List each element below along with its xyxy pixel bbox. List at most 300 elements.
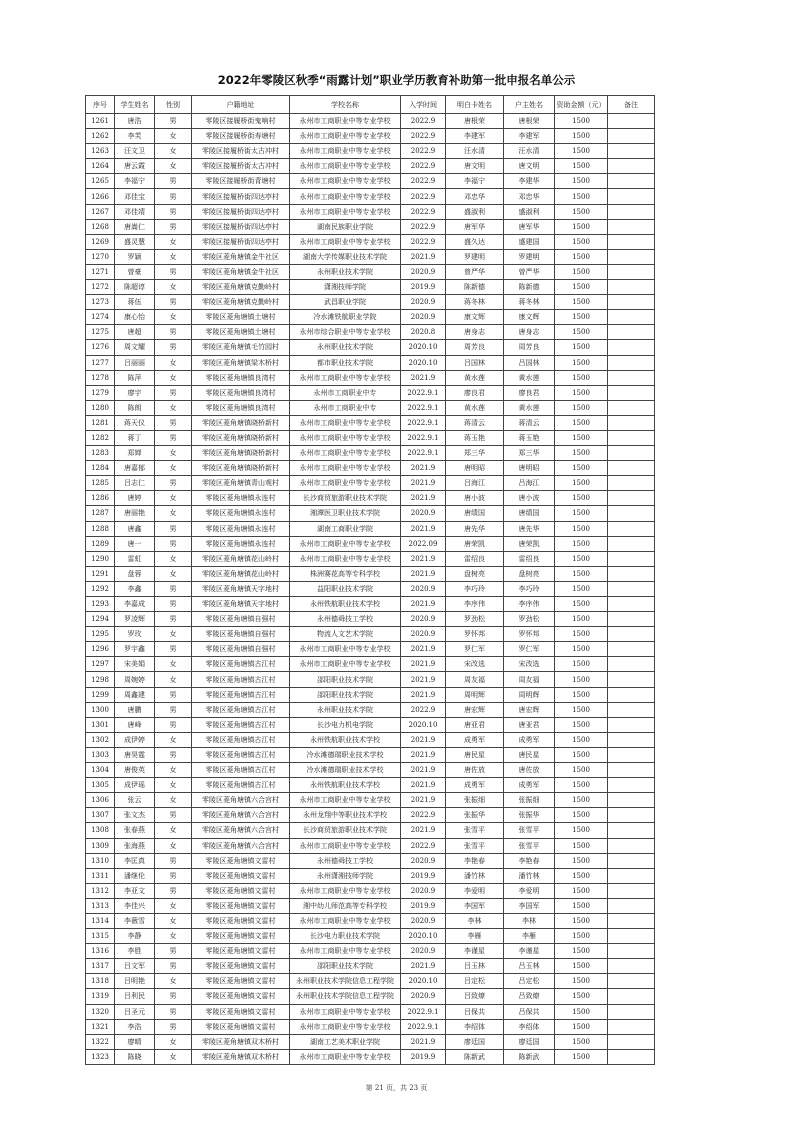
cell-enroll-date: 2020.10 — [401, 974, 446, 989]
cell-remark — [608, 234, 655, 249]
table-row — [86, 400, 655, 415]
cell-amount: 1500 — [555, 1049, 608, 1064]
cell-card-name: 唐明昭 — [446, 461, 504, 476]
cell-student-name: 李胜 — [115, 944, 155, 959]
cell-gender: 男 — [155, 174, 192, 189]
cell-card-name: 唐小波 — [446, 491, 504, 506]
cell-school: 湖南民族职业学院 — [290, 219, 401, 234]
cell-school: 永州市工商职业中等专业学校 — [290, 415, 401, 430]
cell-card-name: 李谨星 — [446, 944, 504, 959]
table-row — [86, 415, 655, 430]
cell-amount: 1500 — [555, 778, 608, 793]
cell-remark — [608, 1019, 655, 1034]
cell-card-name: 周芳良 — [446, 340, 504, 355]
cell-remark — [608, 597, 655, 612]
cell-amount: 1500 — [555, 174, 608, 189]
cell-householder: 曾严华 — [504, 264, 555, 279]
table-row — [86, 521, 655, 536]
cell-amount: 1500 — [555, 974, 608, 989]
cell-amount: 1500 — [555, 929, 608, 944]
cell-seq: 1270 — [86, 249, 115, 264]
cell-seq: 1265 — [86, 174, 115, 189]
cell-seq: 1275 — [86, 325, 115, 340]
cell-enroll-date: 2022.9.1 — [401, 430, 446, 445]
cell-gender: 男 — [155, 1019, 192, 1034]
cell-address: 零陵区接履桥街四达亭村 — [192, 219, 290, 234]
table-row — [86, 551, 655, 566]
cell-address: 零陵区菱角塘镇晓桥新村 — [192, 446, 290, 461]
cell-address: 零陵区菱角塘镇良湾村 — [192, 370, 290, 385]
table-row — [86, 612, 655, 627]
cell-school: 永州市综合职业中等专业学校 — [290, 325, 401, 340]
cell-amount: 1500 — [555, 506, 608, 521]
cell-enroll-date: 2022.9.1 — [401, 446, 446, 461]
cell-remark — [608, 491, 655, 506]
table-row — [86, 204, 655, 219]
cell-amount: 1500 — [555, 672, 608, 687]
cell-seq: 1315 — [86, 929, 115, 944]
cell-school: 永州职业技术学院信息工程学院 — [290, 974, 401, 989]
cell-address: 零陵区菱角塘镇古江村 — [192, 672, 290, 687]
cell-enroll-date: 2020.9 — [401, 581, 446, 596]
table-row — [86, 913, 655, 928]
cell-address: 零陵区菱角塘镇永连村 — [192, 506, 290, 521]
cell-card-name: 曾严华 — [446, 264, 504, 279]
cell-enroll-date: 2022.9.1 — [401, 1004, 446, 1019]
cell-student-name: 吕丽丽 — [115, 355, 155, 370]
cell-remark — [608, 506, 655, 521]
cell-seq: 1319 — [86, 989, 115, 1004]
table-row — [86, 974, 655, 989]
cell-amount: 1500 — [555, 883, 608, 898]
cell-remark — [608, 763, 655, 778]
table-row — [86, 446, 655, 461]
cell-enroll-date: 2020.9 — [401, 853, 446, 868]
cell-school: 永州市工商职业中等专业学校 — [290, 1019, 401, 1034]
table-row — [86, 476, 655, 491]
cell-seq: 1297 — [86, 657, 115, 672]
table-row — [86, 808, 655, 823]
cell-gender: 女 — [155, 159, 192, 174]
cell-school: 永州职业技术学院信息工程学院 — [290, 989, 401, 1004]
cell-address: 零陵区菱角塘镇文雷村 — [192, 883, 290, 898]
cell-seq: 1286 — [86, 491, 115, 506]
cell-gender: 男 — [155, 868, 192, 883]
cell-gender: 女 — [155, 1034, 192, 1049]
cell-gender: 女 — [155, 461, 192, 476]
cell-student-name: 唐超 — [115, 325, 155, 340]
cell-school: 永州市工商职业中等专业学校 — [290, 204, 401, 219]
cell-remark — [608, 1004, 655, 1019]
cell-student-name: 陈超谆 — [115, 280, 155, 295]
table-row — [86, 717, 655, 732]
cell-school: 永州市工商职业中等专业学校 — [290, 446, 401, 461]
cell-enroll-date: 2021.9 — [401, 747, 446, 762]
cell-gender: 女 — [155, 310, 192, 325]
cell-enroll-date: 2021.9 — [401, 491, 446, 506]
cell-student-name: 罗玫 — [115, 627, 155, 642]
cell-seq: 1307 — [86, 808, 115, 823]
table-row — [86, 566, 655, 581]
cell-householder: 李巧玲 — [504, 581, 555, 596]
table-row — [86, 491, 655, 506]
cell-student-name: 康心怡 — [115, 310, 155, 325]
cell-amount: 1500 — [555, 747, 608, 762]
cell-student-name: 罗颖 — [115, 249, 155, 264]
cell-student-name: 宋美娟 — [115, 657, 155, 672]
cell-address: 零陵区菱角塘镇古江村 — [192, 732, 290, 747]
cell-student-name: 周婉婷 — [115, 672, 155, 687]
cell-student-name: 李佳兴 — [115, 898, 155, 913]
cell-card-name: 唐宏辉 — [446, 702, 504, 717]
cell-enroll-date: 2022.9 — [401, 234, 446, 249]
table-row — [86, 898, 655, 913]
cell-remark — [608, 883, 655, 898]
cell-amount: 1500 — [555, 1004, 608, 1019]
cell-amount: 1500 — [555, 989, 608, 1004]
cell-amount: 1500 — [555, 491, 608, 506]
cell-school: 永州市工商职业中等专业学校 — [290, 144, 401, 159]
cell-enroll-date: 2022.9 — [401, 189, 446, 204]
cell-student-name: 蒋丁 — [115, 430, 155, 445]
cell-gender: 男 — [155, 717, 192, 732]
cell-address: 零陵区菱角塘镇克勤岭村 — [192, 295, 290, 310]
cell-school: 永州市工商职业中等专业学校 — [290, 1049, 401, 1064]
cell-remark — [608, 144, 655, 159]
cell-enroll-date: 2021.9 — [401, 521, 446, 536]
cell-address: 零陵区菱角塘镇自强村 — [192, 627, 290, 642]
cell-amount: 1500 — [555, 808, 608, 823]
cell-enroll-date: 2020.9 — [401, 310, 446, 325]
cell-address: 零陵区菱角塘镇永连村 — [192, 491, 290, 506]
cell-gender: 男 — [155, 1004, 192, 1019]
cell-gender: 女 — [155, 551, 192, 566]
cell-gender: 男 — [155, 264, 192, 279]
cell-enroll-date: 2020.9 — [401, 989, 446, 1004]
cell-seq: 1311 — [86, 868, 115, 883]
cell-seq: 1293 — [86, 597, 115, 612]
cell-school: 永州职业技术学院 — [290, 340, 401, 355]
cell-remark — [608, 415, 655, 430]
cell-address: 零陵区菱角塘镇土塘村 — [192, 325, 290, 340]
cell-gender: 女 — [155, 974, 192, 989]
cell-student-name: 蒋天仪 — [115, 415, 155, 430]
cell-householder: 唐根荣 — [504, 114, 555, 129]
cell-enroll-date: 2022.9.1 — [401, 400, 446, 415]
cell-address: 零陵区菱角塘镇文雷村 — [192, 959, 290, 974]
cell-school: 永州职业技术学院 — [290, 702, 401, 717]
cell-card-name: 李巧玲 — [446, 581, 504, 596]
cell-seq: 1296 — [86, 642, 115, 657]
cell-seq: 1282 — [86, 430, 115, 445]
cell-address: 零陵区菱角塘镇古江村 — [192, 763, 290, 778]
cell-gender: 男 — [155, 959, 192, 974]
cell-remark — [608, 929, 655, 944]
cell-gender: 男 — [155, 189, 192, 204]
cell-school: 永州市工商职业中等专业学校 — [290, 430, 401, 445]
cell-remark — [608, 355, 655, 370]
cell-student-name: 吕圣元 — [115, 1004, 155, 1019]
cell-remark — [608, 853, 655, 868]
cell-student-name: 曾豪 — [115, 264, 155, 279]
table-row — [86, 702, 655, 717]
cell-amount: 1500 — [555, 793, 608, 808]
table-row — [86, 461, 655, 476]
cell-enroll-date: 2020.9 — [401, 612, 446, 627]
cell-remark — [608, 868, 655, 883]
cell-address: 零陵区菱角塘镇古江村 — [192, 747, 290, 762]
cell-address: 零陵区菱角塘镇文雷村 — [192, 989, 290, 1004]
cell-card-name: 唐文明 — [446, 159, 504, 174]
cell-seq: 1287 — [86, 506, 115, 521]
cell-student-name: 罗凌辉 — [115, 612, 155, 627]
cell-student-name: 唐浩 — [115, 114, 155, 129]
cell-card-name: 李福宁 — [446, 174, 504, 189]
table-row — [86, 1019, 655, 1034]
cell-school: 永州铁航职业技术学校 — [290, 778, 401, 793]
cell-school: 永州市工商职业中等专业学校 — [290, 1004, 401, 1019]
cell-student-name: 唐丽艳 — [115, 506, 155, 521]
cell-address: 零陵区菱角塘镇金牛社区 — [192, 264, 290, 279]
cell-student-name: 罗宇鑫 — [115, 642, 155, 657]
cell-remark — [608, 204, 655, 219]
cell-student-name: 李匡真 — [115, 853, 155, 868]
cell-enroll-date: 2021.9 — [401, 823, 446, 838]
cell-card-name: 罗怀邦 — [446, 627, 504, 642]
cell-seq: 1262 — [86, 129, 115, 144]
table-row — [86, 114, 655, 129]
cell-address: 零陵区菱角塘镇文雷村 — [192, 913, 290, 928]
cell-amount: 1500 — [555, 1034, 608, 1049]
cell-card-name: 唐荣凯 — [446, 536, 504, 551]
table-row — [86, 838, 655, 853]
cell-amount: 1500 — [555, 898, 608, 913]
cell-seq: 1283 — [86, 446, 115, 461]
cell-householder: 盘树亮 — [504, 566, 555, 581]
cell-remark — [608, 898, 655, 913]
cell-householder: 李建华 — [504, 174, 555, 189]
cell-school: 永州市工商职业中专 — [290, 400, 401, 415]
cell-householder: 黄水莲 — [504, 400, 555, 415]
cell-seq: 1284 — [86, 461, 115, 476]
cell-householder: 唐佐放 — [504, 763, 555, 778]
cell-card-name: 宋改选 — [446, 657, 504, 672]
cell-seq: 1310 — [86, 853, 115, 868]
cell-householder: 李雁 — [504, 929, 555, 944]
cell-amount: 1500 — [555, 853, 608, 868]
cell-remark — [608, 521, 655, 536]
cell-card-name: 吕保共 — [446, 1004, 504, 1019]
cell-householder: 吕致燎 — [504, 989, 555, 1004]
table-row — [86, 597, 655, 612]
cell-enroll-date: 2020.9 — [401, 883, 446, 898]
cell-seq: 1317 — [86, 959, 115, 974]
cell-address: 零陵区菱角塘镇六合宫村 — [192, 823, 290, 838]
cell-amount: 1500 — [555, 642, 608, 657]
cell-card-name: 吕国林 — [446, 355, 504, 370]
cell-seq: 1279 — [86, 385, 115, 400]
cell-address: 零陵区菱角塘镇晓桥新村 — [192, 461, 290, 476]
cell-school: 邵阳职业技术学院 — [290, 959, 401, 974]
cell-amount: 1500 — [555, 687, 608, 702]
cell-amount: 1500 — [555, 732, 608, 747]
header-student-name: 学生姓名 — [115, 96, 155, 114]
table-row — [86, 929, 655, 944]
header-seq: 序号 — [86, 96, 115, 114]
cell-householder: 李谨星 — [504, 944, 555, 959]
cell-seq: 1291 — [86, 566, 115, 581]
cell-enroll-date: 2020.9 — [401, 627, 446, 642]
cell-student-name: 周鑫建 — [115, 687, 155, 702]
cell-householder: 廖廷国 — [504, 1034, 555, 1049]
cell-school: 永州市工商职业中等专业学校 — [290, 189, 401, 204]
cell-householder: 吕玉林 — [504, 959, 555, 974]
cell-enroll-date: 2022.9 — [401, 219, 446, 234]
cell-householder: 罗仁军 — [504, 642, 555, 657]
cell-student-name: 李亚文 — [115, 883, 155, 898]
cell-householder: 吕国林 — [504, 355, 555, 370]
cell-seq: 1285 — [86, 476, 115, 491]
cell-seq: 1313 — [86, 898, 115, 913]
cell-card-name: 盛淑利 — [446, 204, 504, 219]
table-row — [86, 778, 655, 793]
cell-enroll-date: 2021.9 — [401, 657, 446, 672]
cell-amount: 1500 — [555, 280, 608, 295]
cell-gender: 女 — [155, 280, 192, 295]
cell-amount: 1500 — [555, 400, 608, 415]
cell-enroll-date: 2019.9 — [401, 280, 446, 295]
cell-amount: 1500 — [555, 763, 608, 778]
table-row — [86, 536, 655, 551]
cell-gender: 男 — [155, 536, 192, 551]
cell-address: 零陵区菱角塘镇文雷村 — [192, 868, 290, 883]
cell-seq: 1266 — [86, 189, 115, 204]
cell-seq: 1290 — [86, 551, 115, 566]
table-row — [86, 310, 655, 325]
cell-address: 零陵区菱角塘镇文雷村 — [192, 1019, 290, 1034]
cell-remark — [608, 747, 655, 762]
cell-gender: 女 — [155, 793, 192, 808]
cell-student-name: 李浩 — [115, 1019, 155, 1034]
cell-householder: 李爱明 — [504, 883, 555, 898]
cell-remark — [608, 264, 655, 279]
cell-amount: 1500 — [555, 476, 608, 491]
cell-gender: 女 — [155, 370, 192, 385]
cell-student-name: 唐婷 — [115, 491, 155, 506]
table-row — [86, 219, 655, 234]
table-row — [86, 672, 655, 687]
cell-remark — [608, 974, 655, 989]
cell-seq: 1268 — [86, 219, 115, 234]
table-row — [86, 642, 655, 657]
cell-householder: 唐宏辉 — [504, 702, 555, 717]
header-card-name: 明白卡姓名 — [446, 96, 504, 114]
cell-student-name: 蒋伍 — [115, 295, 155, 310]
cell-amount: 1500 — [555, 913, 608, 928]
cell-student-name: 郑婵 — [115, 446, 155, 461]
cell-enroll-date: 2019.9 — [401, 1049, 446, 1064]
cell-enroll-date: 2022.9 — [401, 159, 446, 174]
cell-student-name: 成伊婷 — [115, 732, 155, 747]
cell-seq: 1272 — [86, 280, 115, 295]
cell-householder: 唐荣凯 — [504, 536, 555, 551]
cell-seq: 1288 — [86, 521, 115, 536]
cell-enroll-date: 2022.9 — [401, 702, 446, 717]
cell-seq: 1289 — [86, 536, 115, 551]
cell-gender: 女 — [155, 491, 192, 506]
cell-card-name: 李雁 — [446, 929, 504, 944]
cell-card-name: 吕玉林 — [446, 959, 504, 974]
cell-amount: 1500 — [555, 597, 608, 612]
cell-householder: 张振细 — [504, 793, 555, 808]
cell-school: 益阳职业技术学院 — [290, 581, 401, 596]
table-row — [86, 747, 655, 762]
cell-address: 零陵区菱角塘镇良湾村 — [192, 400, 290, 415]
cell-school: 湘潭医卫职业技术学院 — [290, 506, 401, 521]
cell-householder: 盛建国 — [504, 234, 555, 249]
cell-card-name: 盛久达 — [446, 234, 504, 249]
cell-householder: 成勇军 — [504, 732, 555, 747]
cell-seq: 1308 — [86, 823, 115, 838]
cell-amount: 1500 — [555, 868, 608, 883]
cell-amount: 1500 — [555, 461, 608, 476]
cell-amount: 1500 — [555, 612, 608, 627]
cell-student-name: 汪文卫 — [115, 144, 155, 159]
cell-amount: 1500 — [555, 219, 608, 234]
cell-card-name: 唐佐放 — [446, 763, 504, 778]
cell-amount: 1500 — [555, 159, 608, 174]
cell-address: 零陵区菱角塘镇土塘村 — [192, 310, 290, 325]
cell-card-name: 李爱明 — [446, 883, 504, 898]
cell-remark — [608, 672, 655, 687]
cell-school: 冷水滩铁航职业学院 — [290, 310, 401, 325]
cell-gender: 男 — [155, 642, 192, 657]
cell-gender: 男 — [155, 476, 192, 491]
cell-gender: 女 — [155, 898, 192, 913]
cell-student-name: 李芙 — [115, 129, 155, 144]
cell-school: 冷水滩德瑞职业技术学校 — [290, 747, 401, 762]
cell-seq: 1318 — [86, 974, 115, 989]
cell-householder: 罗怀邦 — [504, 627, 555, 642]
cell-remark — [608, 325, 655, 340]
cell-address: 零陵区接履桥街四达亭村 — [192, 189, 290, 204]
cell-school: 湖南大学传媒职业技术学院 — [290, 249, 401, 264]
cell-school: 永州市工商职业中专 — [290, 385, 401, 400]
cell-address: 零陵区菱角塘镇六合宫村 — [192, 793, 290, 808]
cell-householder: 罗建明 — [504, 249, 555, 264]
cell-address: 零陵区菱角塘镇文雷村 — [192, 944, 290, 959]
cell-seq: 1309 — [86, 838, 115, 853]
cell-remark — [608, 219, 655, 234]
cell-amount: 1500 — [555, 204, 608, 219]
cell-seq: 1323 — [86, 1049, 115, 1064]
cell-enroll-date: 2021.9 — [401, 249, 446, 264]
cell-card-name: 李林 — [446, 913, 504, 928]
cell-gender: 男 — [155, 521, 192, 536]
cell-gender: 男 — [155, 430, 192, 445]
cell-address: 零陵区菱角塘镇文雷村 — [192, 929, 290, 944]
cell-enroll-date: 2021.9 — [401, 1034, 446, 1049]
cell-card-name: 康文辉 — [446, 310, 504, 325]
cell-card-name: 唐军华 — [446, 219, 504, 234]
cell-amount: 1500 — [555, 355, 608, 370]
cell-school: 长沙电力机电学院 — [290, 717, 401, 732]
cell-student-name: 张海燕 — [115, 838, 155, 853]
cell-householder: 成勇军 — [504, 778, 555, 793]
cell-address: 零陵区接履桥街四达亭村 — [192, 234, 290, 249]
cell-householder: 吕保共 — [504, 1004, 555, 1019]
cell-seq: 1304 — [86, 763, 115, 778]
